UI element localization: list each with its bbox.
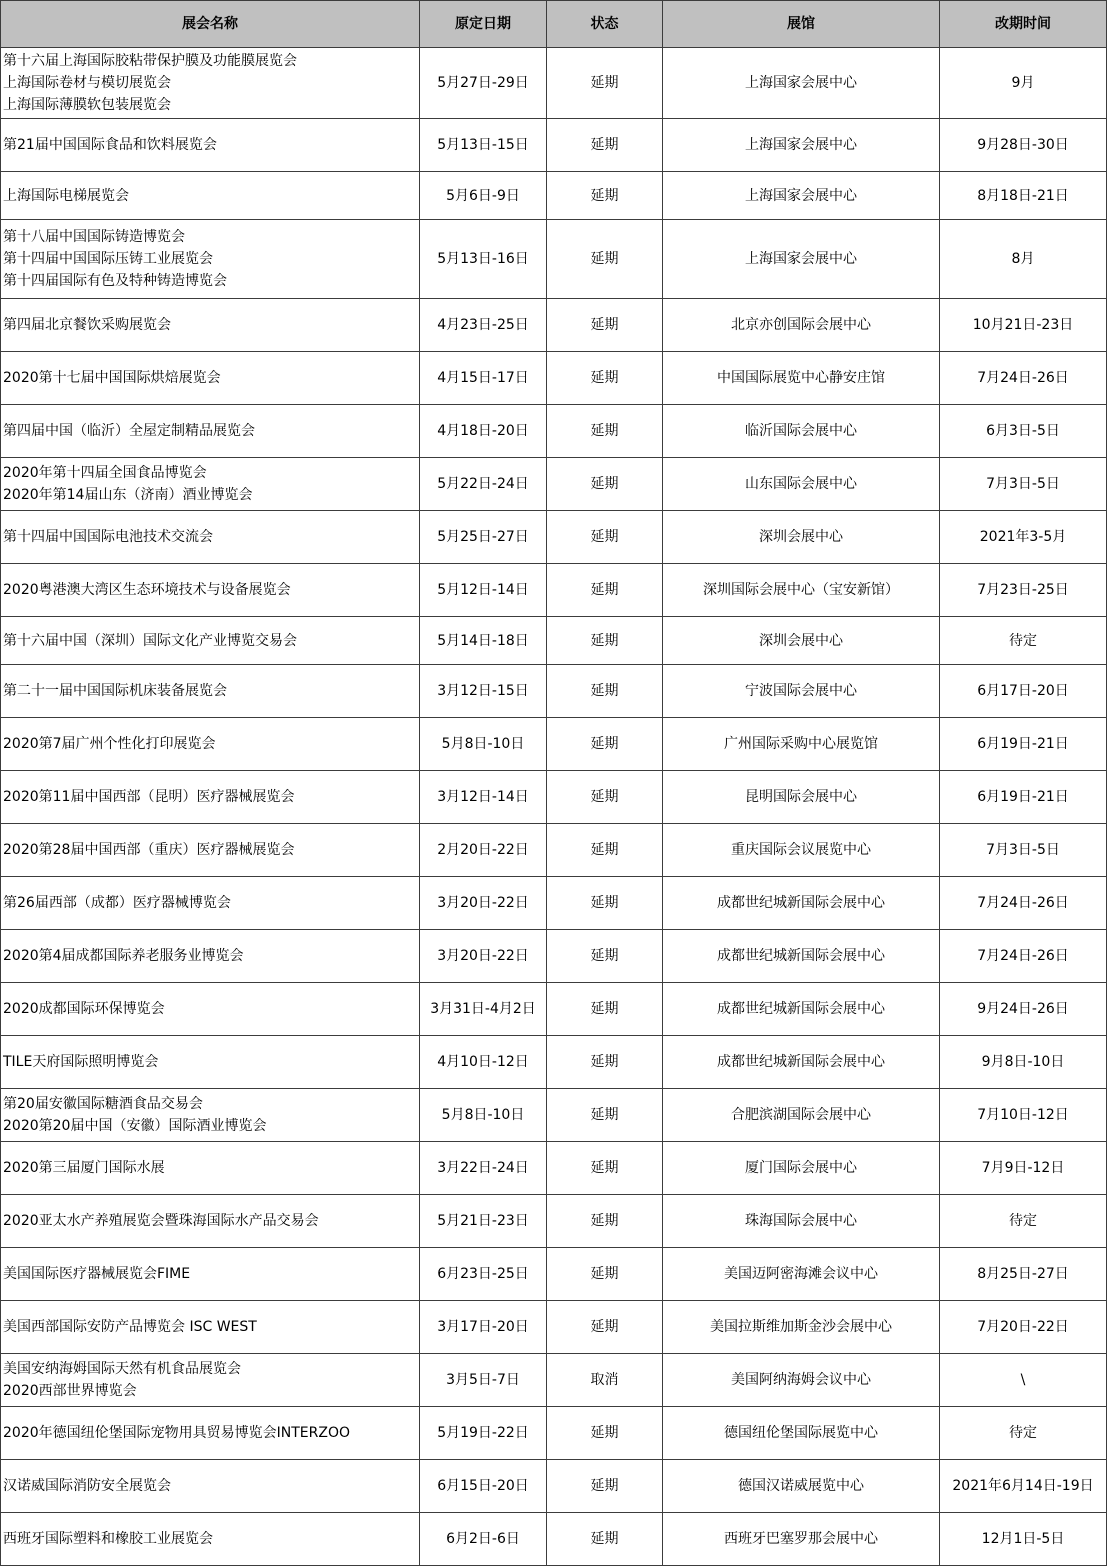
status-cell: 取消 bbox=[547, 1354, 663, 1407]
status-cell: 延期 bbox=[547, 1248, 663, 1301]
exhibition-name-line: 第四届中国（临沂）全屋定制精品展览会 bbox=[3, 423, 255, 439]
table-row bbox=[1, 458, 1107, 511]
exhibition-name-line: 第20届安徽国际糖酒食品交易会 bbox=[3, 1096, 203, 1112]
original-date-cell: 4月23日-25日 bbox=[420, 299, 547, 352]
exhibition-name-line: 第四届北京餐饮采购展览会 bbox=[3, 317, 171, 333]
table-row bbox=[1, 1142, 1107, 1195]
original-date-cell: 3月12日-15日 bbox=[420, 665, 547, 718]
new-date-cell: 6月17日-20日 bbox=[940, 665, 1107, 718]
venue-cell: 上海国家会展中心 bbox=[663, 220, 940, 299]
exhibition-name-line: 第十四届中国国际压铸工业展览会 bbox=[3, 251, 213, 267]
venue-cell: 深圳会展中心 bbox=[663, 617, 940, 665]
status-cell: 延期 bbox=[547, 220, 663, 299]
exhibition-name-line: 2020第三届厦门国际水展 bbox=[3, 1160, 165, 1176]
exhibition-name-cell bbox=[1, 1195, 420, 1248]
new-date-cell: 7月23日-25日 bbox=[940, 564, 1107, 617]
venue-cell: 美国迈阿密海滩会议中心 bbox=[663, 1248, 940, 1301]
exhibition-name-cell bbox=[1, 718, 420, 771]
new-date-cell: 待定 bbox=[940, 617, 1107, 665]
table-row bbox=[1, 617, 1107, 665]
table-row bbox=[1, 48, 1107, 119]
exhibition-name-cell bbox=[1, 1036, 420, 1089]
original-date-cell: 5月8日-10日 bbox=[420, 1089, 547, 1142]
exhibition-name-line: 2020年第十四届全国食品博览会 bbox=[3, 465, 207, 481]
status-cell: 延期 bbox=[547, 983, 663, 1036]
exhibition-name-cell bbox=[1, 930, 420, 983]
venue-cell: 成都世纪城新国际会展中心 bbox=[663, 983, 940, 1036]
header-venue: 展馆 bbox=[663, 1, 940, 48]
original-date-cell: 5月21日-23日 bbox=[420, 1195, 547, 1248]
new-date-cell: 9月28日-30日 bbox=[940, 119, 1107, 172]
table-row bbox=[1, 1301, 1107, 1354]
status-cell: 延期 bbox=[547, 771, 663, 824]
exhibition-name-cell bbox=[1, 1354, 420, 1407]
exhibition-name-line: 2020第4届成都国际养老服务业博览会 bbox=[3, 948, 244, 964]
venue-cell: 上海国家会展中心 bbox=[663, 48, 940, 119]
original-date-cell: 3月31日-4月2日 bbox=[420, 983, 547, 1036]
status-cell: 延期 bbox=[547, 1513, 663, 1566]
new-date-cell: 9月24日-26日 bbox=[940, 983, 1107, 1036]
table-row bbox=[1, 718, 1107, 771]
exhibition-name-cell bbox=[1, 1248, 420, 1301]
exhibition-name-cell bbox=[1, 1301, 420, 1354]
new-date-cell: 10月21日-23日 bbox=[940, 299, 1107, 352]
exhibition-name-cell bbox=[1, 1089, 420, 1142]
original-date-cell: 5月8日-10日 bbox=[420, 718, 547, 771]
new-date-cell: 9月 bbox=[940, 48, 1107, 119]
original-date-cell: 3月5日-7日 bbox=[420, 1354, 547, 1407]
exhibition-name-cell bbox=[1, 119, 420, 172]
exhibition-name-line: 上海国际卷材与模切展览会 bbox=[3, 75, 171, 91]
table-row bbox=[1, 172, 1107, 220]
exhibition-name-line: 第十八届中国国际铸造博览会 bbox=[3, 229, 185, 245]
status-cell: 延期 bbox=[547, 1195, 663, 1248]
table-row bbox=[1, 1036, 1107, 1089]
venue-cell: 成都世纪城新国际会展中心 bbox=[663, 1036, 940, 1089]
header-row bbox=[1, 1, 1107, 48]
exhibition-name-line: 2020第十七届中国国际烘焙展览会 bbox=[3, 370, 221, 386]
new-date-cell: 7月24日-26日 bbox=[940, 930, 1107, 983]
original-date-cell: 4月18日-20日 bbox=[420, 405, 547, 458]
status-cell: 延期 bbox=[547, 1407, 663, 1460]
venue-cell: 成都世纪城新国际会展中心 bbox=[663, 930, 940, 983]
original-date-cell: 5月19日-22日 bbox=[420, 1407, 547, 1460]
status-cell: 延期 bbox=[547, 824, 663, 877]
original-date-cell: 4月10日-12日 bbox=[420, 1036, 547, 1089]
new-date-cell: 7月9日-12日 bbox=[940, 1142, 1107, 1195]
original-date-cell: 6月15日-20日 bbox=[420, 1460, 547, 1513]
original-date-cell: 5月13日-15日 bbox=[420, 119, 547, 172]
status-cell: 延期 bbox=[547, 458, 663, 511]
exhibition-name-line: 上海国际薄膜软包装展览会 bbox=[3, 97, 171, 113]
header-name: 展会名称 bbox=[1, 1, 420, 48]
venue-cell: 中国国际展览中心静安庄馆 bbox=[663, 352, 940, 405]
status-cell: 延期 bbox=[547, 564, 663, 617]
exhibition-name-line: 第十四届国际有色及特种铸造博览会 bbox=[3, 273, 227, 289]
exhibition-name-cell bbox=[1, 405, 420, 458]
new-date-cell: 6月19日-21日 bbox=[940, 771, 1107, 824]
status-cell: 延期 bbox=[547, 665, 663, 718]
status-cell: 延期 bbox=[547, 1142, 663, 1195]
exhibition-name-line: 2020西部世界博览会 bbox=[3, 1383, 137, 1399]
venue-cell: 上海国家会展中心 bbox=[663, 172, 940, 220]
table-row bbox=[1, 665, 1107, 718]
table-row bbox=[1, 220, 1107, 299]
venue-cell: 北京亦创国际会展中心 bbox=[663, 299, 940, 352]
venue-cell: 合肥滨湖国际会展中心 bbox=[663, 1089, 940, 1142]
original-date-cell: 3月17日-20日 bbox=[420, 1301, 547, 1354]
table-row bbox=[1, 930, 1107, 983]
new-date-cell: 待定 bbox=[940, 1195, 1107, 1248]
new-date-cell: 7月3日-5日 bbox=[940, 458, 1107, 511]
status-cell: 延期 bbox=[547, 1036, 663, 1089]
original-date-cell: 4月15日-17日 bbox=[420, 352, 547, 405]
header-original-date: 原定日期 bbox=[420, 1, 547, 48]
exhibition-name-cell bbox=[1, 877, 420, 930]
exhibition-name-line: 第十六届上海国际胶粘带保护膜及功能膜展览会 bbox=[3, 53, 297, 69]
venue-cell: 美国拉斯维加斯金沙会展中心 bbox=[663, 1301, 940, 1354]
status-cell: 延期 bbox=[547, 405, 663, 458]
exhibition-name-line: 2020第28届中国西部（重庆）医疗器械展览会 bbox=[3, 842, 295, 858]
status-cell: 延期 bbox=[547, 1089, 663, 1142]
exhibition-name-cell bbox=[1, 564, 420, 617]
table-row bbox=[1, 405, 1107, 458]
original-date-cell: 5月22日-24日 bbox=[420, 458, 547, 511]
original-date-cell: 3月20日-22日 bbox=[420, 930, 547, 983]
exhibition-name-line: 2020亚太水产养殖展览会暨珠海国际水产品交易会 bbox=[3, 1213, 319, 1229]
venue-cell: 宁波国际会展中心 bbox=[663, 665, 940, 718]
venue-cell: 成都世纪城新国际会展中心 bbox=[663, 877, 940, 930]
venue-cell: 上海国家会展中心 bbox=[663, 119, 940, 172]
table-row bbox=[1, 352, 1107, 405]
exhibition-name-line: 2020成都国际环保博览会 bbox=[3, 1001, 165, 1017]
exhibition-name-line: 2020第20届中国（安徽）国际酒业博览会 bbox=[3, 1118, 267, 1134]
table-row bbox=[1, 1248, 1107, 1301]
status-cell: 延期 bbox=[547, 1460, 663, 1513]
exhibition-name-cell bbox=[1, 220, 420, 299]
status-cell: 延期 bbox=[547, 718, 663, 771]
table-row bbox=[1, 119, 1107, 172]
new-date-cell: 6月19日-21日 bbox=[940, 718, 1107, 771]
exhibition-name-line: 第21届中国国际食品和饮料展览会 bbox=[3, 137, 217, 153]
exhibition-name-cell bbox=[1, 299, 420, 352]
status-cell: 延期 bbox=[547, 172, 663, 220]
exhibition-name-line: 2020年德国纽伦堡国际宠物用具贸易博览会INTERZOO bbox=[3, 1425, 350, 1441]
exhibition-name-line: 西班牙国际塑料和橡胶工业展览会 bbox=[3, 1531, 213, 1547]
new-date-cell: 8月18日-21日 bbox=[940, 172, 1107, 220]
exhibition-name-cell bbox=[1, 172, 420, 220]
venue-cell: 德国纽伦堡国际展览中心 bbox=[663, 1407, 940, 1460]
table-row bbox=[1, 299, 1107, 352]
original-date-cell: 3月22日-24日 bbox=[420, 1142, 547, 1195]
exhibition-name-cell bbox=[1, 824, 420, 877]
venue-cell: 厦门国际会展中心 bbox=[663, 1142, 940, 1195]
status-cell: 延期 bbox=[547, 299, 663, 352]
original-date-cell: 5月6日-9日 bbox=[420, 172, 547, 220]
status-cell: 延期 bbox=[547, 617, 663, 665]
exhibition-name-line: TILE天府国际照明博览会 bbox=[3, 1054, 159, 1070]
table-row bbox=[1, 1089, 1107, 1142]
table-row bbox=[1, 824, 1107, 877]
venue-cell: 重庆国际会议展览中心 bbox=[663, 824, 940, 877]
new-date-cell: 12月1日-5日 bbox=[940, 1513, 1107, 1566]
status-cell: 延期 bbox=[547, 511, 663, 564]
venue-cell: 深圳国际会展中心（宝安新馆） bbox=[663, 564, 940, 617]
table-body bbox=[1, 48, 1107, 1566]
new-date-cell: 2021年3-5月 bbox=[940, 511, 1107, 564]
exhibition-name-cell bbox=[1, 1142, 420, 1195]
status-cell: 延期 bbox=[547, 1301, 663, 1354]
original-date-cell: 5月27日-29日 bbox=[420, 48, 547, 119]
venue-cell: 昆明国际会展中心 bbox=[663, 771, 940, 824]
new-date-cell: 9月8日-10日 bbox=[940, 1036, 1107, 1089]
new-date-cell: 7月24日-26日 bbox=[940, 877, 1107, 930]
exhibition-name-cell bbox=[1, 48, 420, 119]
new-date-cell: 7月3日-5日 bbox=[940, 824, 1107, 877]
venue-cell: 广州国际采购中心展览馆 bbox=[663, 718, 940, 771]
exhibition-name-line: 2020第7届广州个性化打印展览会 bbox=[3, 736, 216, 752]
exhibition-name-cell bbox=[1, 1513, 420, 1566]
exhibition-name-line: 第26届西部（成都）医疗器械博览会 bbox=[3, 895, 231, 911]
table-row bbox=[1, 564, 1107, 617]
original-date-cell: 3月20日-22日 bbox=[420, 877, 547, 930]
exhibition-name-cell bbox=[1, 771, 420, 824]
header-status: 状态 bbox=[547, 1, 663, 48]
new-date-cell: 7月24日-26日 bbox=[940, 352, 1107, 405]
original-date-cell: 3月12日-14日 bbox=[420, 771, 547, 824]
exhibition-name-line: 美国国际医疗器械展览会FIME bbox=[3, 1266, 191, 1282]
status-cell: 延期 bbox=[547, 119, 663, 172]
table-row bbox=[1, 1407, 1107, 1460]
exhibition-name-line: 汉诺威国际消防安全展览会 bbox=[3, 1478, 171, 1494]
exhibition-name-line: 2020第11届中国西部（昆明）医疗器械展览会 bbox=[3, 789, 295, 805]
venue-cell: 山东国际会展中心 bbox=[663, 458, 940, 511]
table-row bbox=[1, 1513, 1107, 1566]
original-date-cell: 5月13日-16日 bbox=[420, 220, 547, 299]
table-row bbox=[1, 771, 1107, 824]
new-date-cell: 2021年6月14日-19日 bbox=[940, 1460, 1107, 1513]
venue-cell: 临沂国际会展中心 bbox=[663, 405, 940, 458]
exhibition-name-line: 第二十一届中国国际机床装备展览会 bbox=[3, 683, 227, 699]
exhibition-name-cell bbox=[1, 1460, 420, 1513]
exhibition-name-cell bbox=[1, 617, 420, 665]
exhibition-name-line: 第十六届中国（深圳）国际文化产业博览交易会 bbox=[3, 632, 297, 649]
table-row bbox=[1, 877, 1107, 930]
exhibition-name-cell bbox=[1, 983, 420, 1036]
header-new-date: 改期时间 bbox=[940, 1, 1107, 48]
new-date-cell: 7月10日-12日 bbox=[940, 1089, 1107, 1142]
new-date-cell: 6月3日-5日 bbox=[940, 405, 1107, 458]
exhibition-name-line: 第十四届中国国际电池技术交流会 bbox=[3, 529, 213, 545]
original-date-cell: 5月14日-18日 bbox=[420, 617, 547, 665]
exhibition-name-line: 2020粤港澳大湾区生态环境技术与设备展览会 bbox=[3, 582, 291, 598]
original-date-cell: 6月23日-25日 bbox=[420, 1248, 547, 1301]
venue-cell: 深圳会展中心 bbox=[663, 511, 940, 564]
new-date-cell: 8月25日-27日 bbox=[940, 1248, 1107, 1301]
table-row bbox=[1, 1460, 1107, 1513]
exhibition-name-line: 上海国际电梯展览会 bbox=[3, 187, 129, 204]
venue-cell: 德国汉诺威展览中心 bbox=[663, 1460, 940, 1513]
status-cell: 延期 bbox=[547, 352, 663, 405]
exhibition-name-cell bbox=[1, 458, 420, 511]
original-date-cell: 5月25日-27日 bbox=[420, 511, 547, 564]
venue-cell: 西班牙巴塞罗那会展中心 bbox=[663, 1513, 940, 1566]
venue-cell: 珠海国际会展中心 bbox=[663, 1195, 940, 1248]
venue-cell: 美国阿纳海姆会议中心 bbox=[663, 1354, 940, 1407]
exhibition-name-cell bbox=[1, 511, 420, 564]
new-date-cell: \ bbox=[940, 1354, 1107, 1407]
original-date-cell: 5月12日-14日 bbox=[420, 564, 547, 617]
new-date-cell: 8月 bbox=[940, 220, 1107, 299]
exhibition-name-line: 美国西部国际安防产品博览会 ISC WEST bbox=[3, 1319, 257, 1335]
new-date-cell: 7月20日-22日 bbox=[940, 1301, 1107, 1354]
status-cell: 延期 bbox=[547, 930, 663, 983]
exhibition-name-cell bbox=[1, 665, 420, 718]
table-row bbox=[1, 511, 1107, 564]
exhibition-name-line: 美国安纳海姆国际天然有机食品展览会 bbox=[3, 1361, 241, 1377]
table-row bbox=[1, 1195, 1107, 1248]
original-date-cell: 6月2日-6日 bbox=[420, 1513, 547, 1566]
status-cell: 延期 bbox=[547, 877, 663, 930]
table-row bbox=[1, 983, 1107, 1036]
status-cell: 延期 bbox=[547, 48, 663, 119]
original-date-cell: 2月20日-22日 bbox=[420, 824, 547, 877]
new-date-cell: 待定 bbox=[940, 1407, 1107, 1460]
exhibition-name-line: 2020年第14届山东（济南）酒业博览会 bbox=[3, 487, 253, 503]
table-row bbox=[1, 1354, 1107, 1407]
exhibition-name-cell bbox=[1, 1407, 420, 1460]
exhibition-name-cell bbox=[1, 352, 420, 405]
